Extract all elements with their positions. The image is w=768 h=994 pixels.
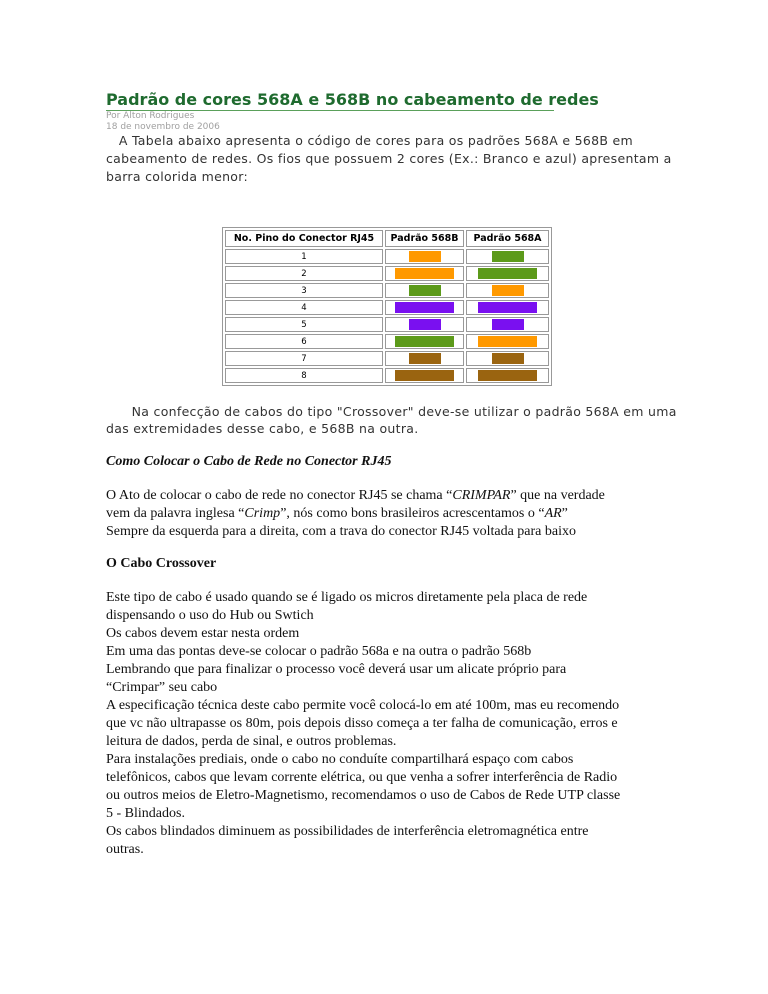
intro-line: A Tabela abaixo apresenta o código de cores para os padrões 568A e 568B em <box>106 133 633 148</box>
table-header-row <box>225 230 549 247</box>
wire-cell-568a <box>466 317 549 332</box>
header-pin: No. Pino do Conector RJ45 <box>225 230 383 247</box>
wire-cell-568b <box>385 283 464 298</box>
body-line: outras. <box>106 842 144 857</box>
table-row <box>225 334 549 349</box>
wire-cell-568a <box>466 300 549 315</box>
text-span: ”, nós como bons brasileiros acrescentamos o “ <box>280 506 545 521</box>
section-heading-rj45 <box>106 453 706 471</box>
body-line: telefônicos, cabos que levam corrente elétrica, ou que venha a sofrer interferência de Radio <box>106 770 618 785</box>
article-date: 18 de novembro de 2006 <box>106 122 220 132</box>
pin-number: 2 <box>225 266 383 281</box>
text-span: ” que na verdade <box>510 488 605 503</box>
body-line: Em uma das pontas deve-se colocar o padrão 568a e na outra o padrão 568b <box>106 644 532 659</box>
text-span: O Ato de colocar o cabo de rede no conector RJ45 se chama “ <box>106 488 453 503</box>
wire-color-swatch <box>478 302 537 313</box>
wire-cell-568b <box>385 317 464 332</box>
wire-color-swatch <box>395 302 454 313</box>
header-568b: Padrão 568B <box>385 230 464 247</box>
wire-cell-568a <box>466 351 549 366</box>
wire-cell-568b <box>385 351 464 366</box>
table-row <box>225 266 549 281</box>
intro-line: cabeamento de redes. Os fios que possuem 2 cores (Ex.: Branco e azul) apresentam a <box>106 151 672 166</box>
wire-color-swatch <box>492 251 524 262</box>
wire-color-swatch <box>409 251 441 262</box>
pin-number: 6 <box>225 334 383 349</box>
body-line <box>106 505 706 523</box>
pin-number: 8 <box>225 368 383 383</box>
wire-color-swatch <box>395 268 454 279</box>
table-row <box>225 317 549 332</box>
intro-paragraph <box>106 132 672 186</box>
table-row <box>225 249 549 264</box>
section-heading-crossover <box>106 555 706 573</box>
pin-number: 5 <box>225 317 383 332</box>
section-rj45-body <box>106 487 706 541</box>
text-span: vem da palavra inglesa “ <box>106 506 245 521</box>
wire-color-swatch <box>492 285 524 296</box>
section-heading: Como Colocar o Cabo de Rede no Conector RJ45 <box>106 454 392 469</box>
wire-cell-568a <box>466 334 549 349</box>
wire-cell-568b <box>385 249 464 264</box>
body-line: dispensando o uso do Hub ou Swtich <box>106 608 314 623</box>
body-line: Sempre da esquerda para a direita, com a trava do conector RJ45 voltada para baixo <box>106 524 576 539</box>
article-title: Padrão de cores 568A e 568B no cabeamento de redes <box>106 90 599 109</box>
section-heading: O Cabo Crossover <box>106 556 217 571</box>
body-line: A especificação técnica deste cabo permite você colocá-lo em até 100m, mas eu recomendo <box>106 698 620 713</box>
body-line: Lembrando que para finalizar o processo você deverá usar um alicate próprio para <box>106 662 567 677</box>
wire-color-swatch <box>492 319 524 330</box>
article-author: Por Alton Rodrigues <box>106 111 195 121</box>
italic-term: CRIMPAR <box>452 488 511 503</box>
pin-number: 1 <box>225 249 383 264</box>
pin-number: 7 <box>225 351 383 366</box>
wire-color-swatch <box>395 336 454 347</box>
header-568a: Padrão 568A <box>466 230 549 247</box>
body-line: Os cabos devem estar nesta ordem <box>106 626 300 641</box>
table-row <box>225 283 549 298</box>
wire-color-swatch <box>395 370 454 381</box>
wire-color-swatch <box>478 336 537 347</box>
body-line: 5 - Blindados. <box>106 806 185 821</box>
body-line: Este tipo de cabo é usado quando se é ligado os micros diretamente pela placa de rede <box>106 590 588 605</box>
wire-cell-568a <box>466 368 549 383</box>
note-line: das extremidades desse cabo, e 568B na outra. <box>106 421 419 436</box>
wire-color-swatch <box>478 370 537 381</box>
wire-cell-568b <box>385 300 464 315</box>
note-line: Na confecção de cabos do tipo "Crossover" deve-se utilizar o padrão 568A em uma <box>106 404 677 419</box>
pin-number: 4 <box>225 300 383 315</box>
table-row <box>225 368 549 383</box>
intro-line: barra colorida menor: <box>106 169 248 184</box>
body-line: Os cabos blindados diminuem as possibilidades de interferência eletromagnética entre <box>106 824 589 839</box>
body-line: “Crimpar” seu cabo <box>106 680 218 695</box>
body-line: Para instalações prediais, onde o cabo no conduíte compartilhará espaço com cabos <box>106 752 574 767</box>
italic-term: AR <box>544 506 562 521</box>
wire-cell-568a <box>466 249 549 264</box>
rj45-pinout-table <box>222 227 552 386</box>
wire-cell-568b <box>385 266 464 281</box>
wire-cell-568a <box>466 283 549 298</box>
body-line <box>106 487 706 505</box>
wire-cell-568b <box>385 334 464 349</box>
wire-color-swatch <box>409 353 441 364</box>
wire-color-swatch <box>492 353 524 364</box>
section-crossover-body <box>106 589 706 859</box>
table-row <box>225 351 549 366</box>
italic-term: Crimp <box>244 506 281 521</box>
body-line: que vc não ultrapasse os 80m, pois depois disso começa a ter falha de comunicação, erros e <box>106 716 618 731</box>
wire-color-swatch <box>409 285 441 296</box>
wire-color-swatch <box>409 319 441 330</box>
crossover-note <box>106 403 706 437</box>
wire-cell-568a <box>466 266 549 281</box>
pin-number: 3 <box>225 283 383 298</box>
wire-cell-568b <box>385 368 464 383</box>
body-line: leitura de dados, perda de sinal, e outros problemas. <box>106 734 397 749</box>
table-row <box>225 300 549 315</box>
body-line: ou outros meios de Eletro-Magnetismo, recomendamos o uso de Cabos de Rede UTP classe <box>106 788 621 803</box>
text-span: ” <box>561 506 568 521</box>
wire-color-swatch <box>478 268 537 279</box>
